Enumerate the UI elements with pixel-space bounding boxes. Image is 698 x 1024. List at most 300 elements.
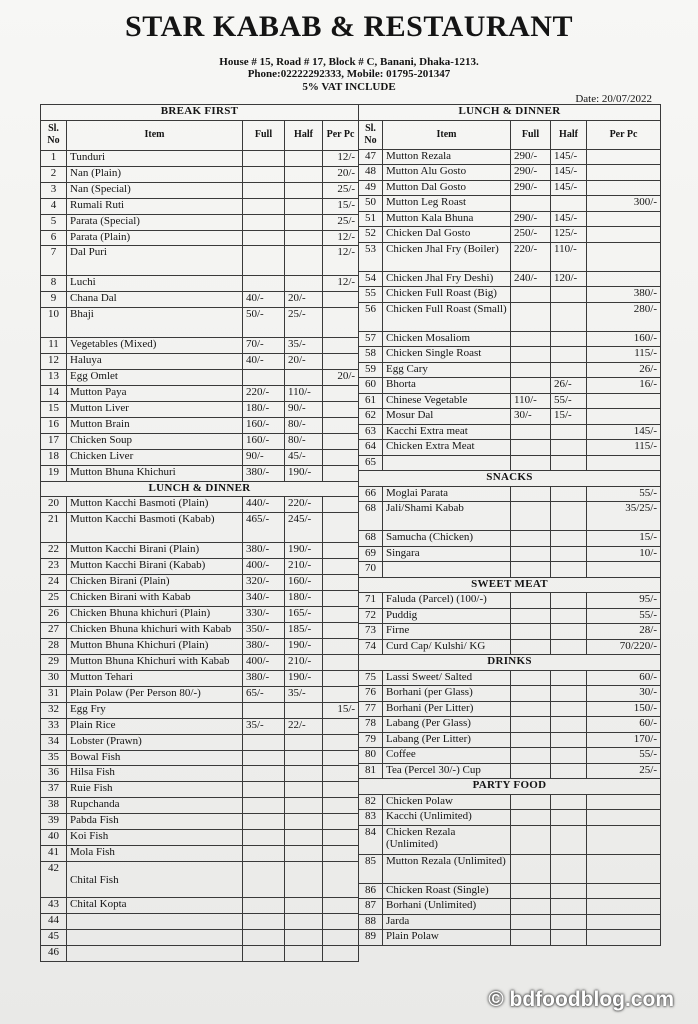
menu-item-row: [41, 417, 359, 433]
item-serial: 40: [41, 830, 67, 846]
item-price-per-pc: [323, 798, 359, 814]
item-price-per-pc: [587, 180, 661, 196]
item-serial: 51: [359, 211, 383, 227]
menu-item-row: [359, 930, 661, 946]
item-price-half: 35/-: [285, 686, 323, 702]
item-price-half: [285, 369, 323, 385]
item-serial: 63: [359, 424, 383, 440]
item-price-full: [511, 899, 551, 915]
item-name: Mutton Kacchi Basmoti (Kabab): [67, 513, 243, 543]
item-price-full: [243, 913, 285, 929]
item-price-full: [243, 166, 285, 182]
item-price-per-pc: [323, 766, 359, 782]
item-serial: 57: [359, 331, 383, 347]
item-name: Chicken Extra Meat: [383, 440, 511, 456]
item-price-per-pc: [323, 385, 359, 401]
item-price-per-pc: [587, 883, 661, 899]
item-price-per-pc: [323, 897, 359, 913]
item-price-half: [551, 686, 587, 702]
item-price-per-pc: [323, 814, 359, 830]
menu-item-row: [41, 276, 359, 292]
item-price-half: 145/-: [551, 180, 587, 196]
item-price-per-pc: [587, 930, 661, 946]
item-serial: 68: [359, 502, 383, 531]
menu-item-row: [41, 559, 359, 575]
item-price-per-pc: 115/-: [587, 440, 661, 456]
item-serial: 84: [359, 825, 383, 854]
item-price-full: [511, 701, 551, 717]
item-name: Chital Kopta: [67, 897, 243, 913]
item-price-half: 145/-: [551, 149, 587, 165]
item-price-per-pc: [587, 899, 661, 915]
item-price-half: [551, 362, 587, 378]
item-price-per-pc: [587, 854, 661, 883]
item-name: Plain Polaw (Per Person 80/-): [67, 686, 243, 702]
item-price-full: 290/-: [511, 165, 551, 181]
menu-item-row: [41, 702, 359, 718]
item-serial: 50: [359, 196, 383, 212]
item-serial: 85: [359, 854, 383, 883]
item-price-per-pc: [323, 670, 359, 686]
item-price-full: [511, 930, 551, 946]
item-serial: 72: [359, 608, 383, 624]
item-name: Puddig: [383, 608, 511, 624]
item-price-full: 400/-: [243, 559, 285, 575]
menu-item-row: [41, 814, 359, 830]
item-serial: 35: [41, 750, 67, 766]
item-name: Nan (Special): [67, 182, 243, 198]
item-price-half: [551, 196, 587, 212]
item-price-half: [551, 763, 587, 779]
menu-item-row: [41, 591, 359, 607]
item-serial: 69: [359, 546, 383, 562]
item-serial: 64: [359, 440, 383, 456]
item-price-full: [243, 766, 285, 782]
item-name: Jarda: [383, 914, 511, 930]
item-price-half: [285, 182, 323, 198]
item-price-half: [285, 945, 323, 961]
menu-item-row: [359, 883, 661, 899]
item-serial: 88: [359, 914, 383, 930]
item-price-half: [285, 913, 323, 929]
section-header-row: [359, 655, 661, 671]
item-price-per-pc: 30/-: [587, 686, 661, 702]
menu-item-row: [359, 409, 661, 425]
menu-item-row: [359, 180, 661, 196]
item-name: Chicken Bhuna khichuri with Kabab: [67, 623, 243, 639]
menu-item-row: [41, 433, 359, 449]
menu-item-row: [41, 862, 359, 898]
item-price-half: [551, 639, 587, 655]
menu-item-row: [41, 292, 359, 308]
menu-table-right: [358, 104, 661, 946]
item-price-full: [243, 945, 285, 961]
item-price-per-pc: [323, 945, 359, 961]
item-price-full: [511, 302, 551, 331]
item-name: Dal Puri: [67, 246, 243, 276]
menu-item-row: [41, 945, 359, 961]
item-price-half: [551, 854, 587, 883]
item-price-half: [551, 455, 587, 471]
item-price-half: [551, 624, 587, 640]
item-serial: 82: [359, 794, 383, 810]
item-serial: 49: [359, 180, 383, 196]
menu-item-row: [359, 670, 661, 686]
item-serial: 31: [41, 686, 67, 702]
item-name: [67, 945, 243, 961]
menu-item-row: [359, 287, 661, 303]
menu-item-row: [359, 639, 661, 655]
item-name: Chicken Mosaliom: [383, 331, 511, 347]
item-price-per-pc: [323, 734, 359, 750]
menu-item-row: [359, 748, 661, 764]
item-price-per-pc: [323, 433, 359, 449]
item-name: Pabda Fish: [67, 814, 243, 830]
item-price-half: [551, 531, 587, 547]
item-price-full: [511, 424, 551, 440]
menu-item-row: [41, 575, 359, 591]
item-price-half: 220/-: [285, 497, 323, 513]
item-serial: 38: [41, 798, 67, 814]
item-price-per-pc: [323, 638, 359, 654]
item-name: Mutton Paya: [67, 385, 243, 401]
item-price-per-pc: [587, 211, 661, 227]
item-serial: 10: [41, 308, 67, 338]
item-price-full: [511, 686, 551, 702]
menu-item-row: [359, 362, 661, 378]
item-price-full: [511, 810, 551, 826]
item-price-full: 290/-: [511, 211, 551, 227]
menu-item-row: [359, 302, 661, 331]
item-price-full: [511, 196, 551, 212]
item-price-full: [511, 347, 551, 363]
item-name: Mutton Rezala: [383, 149, 511, 165]
item-price-half: [551, 701, 587, 717]
item-serial: 59: [359, 362, 383, 378]
item-serial: 70: [359, 562, 383, 578]
item-serial: 9: [41, 292, 67, 308]
phone-line: Phone:02222292333, Mobile: 01795-201347: [247, 68, 451, 80]
menu-item-row: [41, 607, 359, 623]
item-name: Chicken Full Roast (Small): [383, 302, 511, 331]
item-price-half: [285, 214, 323, 230]
item-price-full: 240/-: [511, 271, 551, 287]
menu-item-row: [359, 347, 661, 363]
item-serial: 80: [359, 748, 383, 764]
item-serial: 17: [41, 433, 67, 449]
item-name: Rumali Ruti: [67, 198, 243, 214]
item-price-half: [551, 748, 587, 764]
item-price-per-pc: [587, 227, 661, 243]
item-serial: 12: [41, 354, 67, 370]
menu-item-row: [41, 385, 359, 401]
menu-item-row: [41, 766, 359, 782]
item-serial: 11: [41, 338, 67, 354]
item-price-per-pc: [323, 497, 359, 513]
item-price-per-pc: [323, 449, 359, 465]
item-name: Vegetables (Mixed): [67, 338, 243, 354]
item-price-half: [551, 287, 587, 303]
item-price-half: [285, 798, 323, 814]
col-header-per-pc: Per Pc: [587, 120, 661, 149]
item-name: Chicken Soup: [67, 433, 243, 449]
item-price-half: [285, 166, 323, 182]
menu-item-row: [41, 830, 359, 846]
menu-item-row: [41, 750, 359, 766]
item-serial: 68: [359, 531, 383, 547]
menu-item-row: [41, 465, 359, 481]
item-price-full: [511, 378, 551, 394]
item-name: Luchi: [67, 276, 243, 292]
item-price-full: [511, 546, 551, 562]
item-price-full: [511, 455, 551, 471]
item-name: Mutton Rezala (Unlimited): [383, 854, 511, 883]
item-name: Faluda (Parcel) (100/-): [383, 593, 511, 609]
item-price-per-pc: [323, 338, 359, 354]
item-name: Labang (Per Glass): [383, 717, 511, 733]
item-price-half: 125/-: [551, 227, 587, 243]
item-name: Mutton Leg Roast: [383, 196, 511, 212]
item-name: Chicken Rezala (Unlimited): [383, 825, 511, 854]
item-price-full: [243, 814, 285, 830]
item-price-per-pc: 10/-: [587, 546, 661, 562]
item-price-half: [285, 198, 323, 214]
item-price-per-pc: [323, 591, 359, 607]
item-name: Jali/Shami Kabab: [383, 502, 511, 531]
item-price-half: 120/-: [551, 271, 587, 287]
item-serial: 45: [41, 929, 67, 945]
item-price-half: [551, 546, 587, 562]
menu-item-row: [41, 338, 359, 354]
item-price-half: 190/-: [285, 465, 323, 481]
item-price-per-pc: [323, 718, 359, 734]
item-price-full: [511, 562, 551, 578]
item-serial: 19: [41, 465, 67, 481]
item-price-full: 180/-: [243, 401, 285, 417]
menu-item-row: [41, 449, 359, 465]
item-price-per-pc: 25/-: [587, 763, 661, 779]
item-price-per-pc: [323, 607, 359, 623]
item-name: Bhorta: [383, 378, 511, 394]
menu-table-left: [40, 104, 359, 962]
item-price-half: [551, 914, 587, 930]
col-header-item: Item: [383, 120, 511, 149]
menu-item-row: [41, 513, 359, 543]
item-name: Bhaji: [67, 308, 243, 338]
menu-item-row: [359, 608, 661, 624]
section-title: DRINKS: [359, 655, 661, 671]
item-serial: 30: [41, 670, 67, 686]
item-name: Mutton Alu Gosto: [383, 165, 511, 181]
item-price-full: [511, 486, 551, 502]
item-name: Bowal Fish: [67, 750, 243, 766]
item-price-full: [243, 702, 285, 718]
item-price-half: 20/-: [285, 292, 323, 308]
item-price-per-pc: 25/-: [323, 214, 359, 230]
menu-item-row: [359, 593, 661, 609]
item-price-full: [243, 369, 285, 385]
item-price-full: [511, 825, 551, 854]
menu-item-row: [359, 914, 661, 930]
item-name: Borhani (Per Litter): [383, 701, 511, 717]
item-price-half: 185/-: [285, 623, 323, 639]
item-serial: 16: [41, 417, 67, 433]
item-serial: 29: [41, 654, 67, 670]
item-price-half: [551, 562, 587, 578]
item-price-full: 290/-: [511, 149, 551, 165]
item-price-half: 15/-: [551, 409, 587, 425]
item-price-half: 145/-: [551, 211, 587, 227]
item-name: Borhani (per Glass): [383, 686, 511, 702]
item-serial: 22: [41, 543, 67, 559]
item-price-full: [243, 276, 285, 292]
item-price-full: [243, 862, 285, 898]
item-price-per-pc: [587, 393, 661, 409]
menu-item-row: [359, 732, 661, 748]
item-price-full: 320/-: [243, 575, 285, 591]
item-name: Hilsa Fish: [67, 766, 243, 782]
item-price-per-pc: 60/-: [587, 670, 661, 686]
item-price-full: [243, 846, 285, 862]
item-name: Rupchanda: [67, 798, 243, 814]
item-price-full: [511, 440, 551, 456]
menu-item-row: [41, 246, 359, 276]
item-serial: 7: [41, 246, 67, 276]
menu-item-row: [41, 623, 359, 639]
item-price-per-pc: [323, 913, 359, 929]
item-name: Parata (Special): [67, 214, 243, 230]
item-name: Mutton Tehari: [67, 670, 243, 686]
item-serial: 42: [41, 862, 67, 898]
item-name: [67, 913, 243, 929]
item-name: Mutton Bhuna Khichuri (Plain): [67, 638, 243, 654]
item-price-half: [285, 766, 323, 782]
menu-item-row: [41, 401, 359, 417]
item-serial: 77: [359, 701, 383, 717]
item-price-full: [511, 639, 551, 655]
item-name: Mutton Bhuna Khichuri with Kabab: [67, 654, 243, 670]
menu-item-row: [41, 718, 359, 734]
item-price-half: [551, 331, 587, 347]
item-name: Chinese Vegetable: [383, 393, 511, 409]
menu-item-row: [41, 638, 359, 654]
menu-item-row: [359, 763, 661, 779]
menu-item-row: [41, 929, 359, 945]
item-price-full: 110/-: [511, 393, 551, 409]
menu-item-row: [41, 798, 359, 814]
item-price-half: [551, 486, 587, 502]
item-serial: 1: [41, 150, 67, 166]
menu-item-row: [41, 670, 359, 686]
item-price-per-pc: [587, 271, 661, 287]
item-price-full: [511, 883, 551, 899]
item-name: Plain Polaw: [383, 930, 511, 946]
item-price-half: [551, 670, 587, 686]
item-price-half: [285, 276, 323, 292]
item-price-full: [243, 230, 285, 246]
item-price-full: 330/-: [243, 607, 285, 623]
item-price-per-pc: 170/-: [587, 732, 661, 748]
item-name: Mutton Kala Bhuna: [383, 211, 511, 227]
item-name: Mutton Dal Gosto: [383, 180, 511, 196]
item-price-half: 80/-: [285, 433, 323, 449]
item-name: Chicken Full Roast (Big): [383, 287, 511, 303]
item-serial: 25: [41, 591, 67, 607]
item-name: Egg Omlet: [67, 369, 243, 385]
item-price-full: 40/-: [243, 292, 285, 308]
item-price-full: 380/-: [243, 543, 285, 559]
item-price-half: [285, 814, 323, 830]
item-price-full: [511, 331, 551, 347]
item-name: Chicken Single Roast: [383, 347, 511, 363]
item-name: Nan (Plain): [67, 166, 243, 182]
menu-item-row: [41, 686, 359, 702]
item-price-full: [511, 854, 551, 883]
item-price-half: [551, 794, 587, 810]
item-price-half: [285, 846, 323, 862]
item-price-full: 90/-: [243, 449, 285, 465]
item-price-full: [511, 362, 551, 378]
item-serial: 36: [41, 766, 67, 782]
item-price-full: 220/-: [511, 242, 551, 271]
item-price-half: [285, 150, 323, 166]
item-name: Tunduri: [67, 150, 243, 166]
menu-item-row: [359, 486, 661, 502]
item-serial: 44: [41, 913, 67, 929]
item-name: Chana Dal: [67, 292, 243, 308]
item-price-half: [551, 930, 587, 946]
item-price-full: 220/-: [243, 385, 285, 401]
item-price-full: [511, 914, 551, 930]
menu-item-row: [359, 378, 661, 394]
section-title: BREAK FIRST: [41, 105, 359, 121]
col-header-item: Item: [67, 120, 243, 150]
menu-item-row: [359, 562, 661, 578]
item-price-half: [551, 825, 587, 854]
item-price-full: [511, 794, 551, 810]
item-price-half: 165/-: [285, 607, 323, 623]
item-price-per-pc: 115/-: [587, 347, 661, 363]
item-price-per-pc: [323, 830, 359, 846]
item-price-full: 290/-: [511, 180, 551, 196]
item-name: Coffee: [383, 748, 511, 764]
menu-item-row: [359, 701, 661, 717]
item-name: Chicken Polaw: [383, 794, 511, 810]
item-name: Plain Rice: [67, 718, 243, 734]
item-serial: 75: [359, 670, 383, 686]
col-header-sl: Sl. No: [359, 120, 383, 149]
item-price-half: [285, 246, 323, 276]
item-price-half: 90/-: [285, 401, 323, 417]
menu-item-row: [41, 150, 359, 166]
restaurant-title: STAR KABAB & RESTAURANT: [125, 10, 573, 43]
item-price-half: [551, 302, 587, 331]
address-line: House # 15, Road # 17, Block # C, Banani, Dhaka-1213.: [219, 56, 479, 68]
item-serial: 86: [359, 883, 383, 899]
column-header-row: [41, 120, 359, 150]
item-price-half: 190/-: [285, 638, 323, 654]
item-name: Samucha (Chicken): [383, 531, 511, 547]
item-name: Lobster (Prawn): [67, 734, 243, 750]
menu-item-row: [359, 825, 661, 854]
item-serial: 21: [41, 513, 67, 543]
item-price-full: [243, 830, 285, 846]
item-price-per-pc: [323, 750, 359, 766]
item-price-full: 250/-: [511, 227, 551, 243]
item-serial: 27: [41, 623, 67, 639]
item-name: Firne: [383, 624, 511, 640]
item-price-half: [551, 608, 587, 624]
